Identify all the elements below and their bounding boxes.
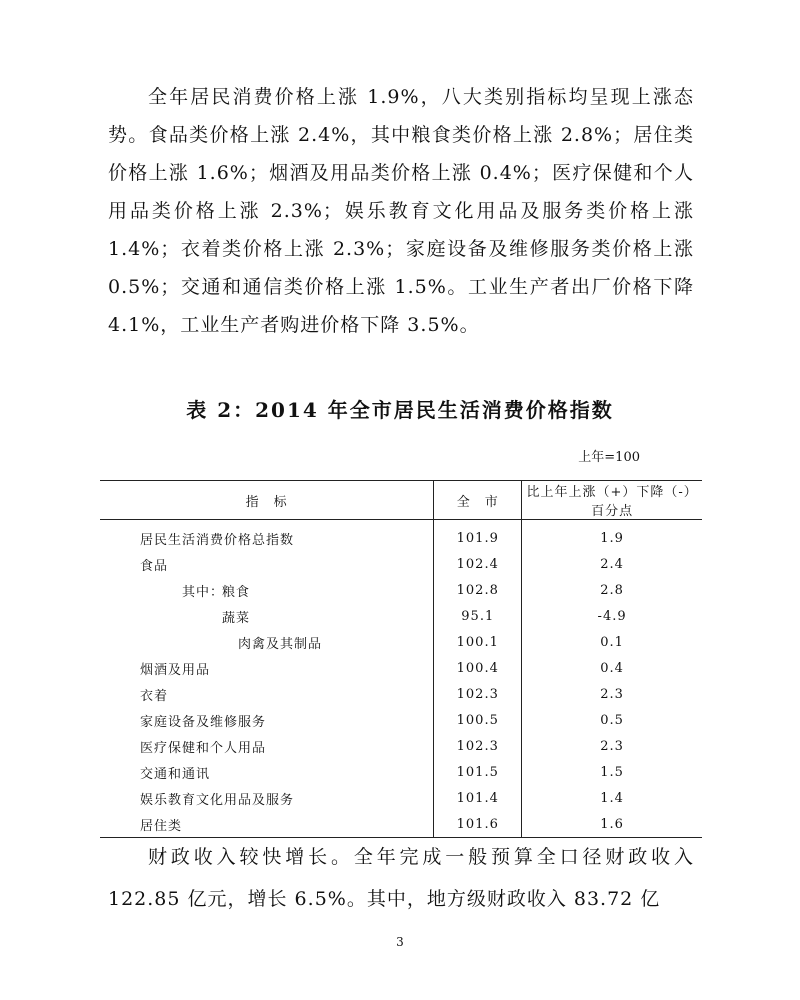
row-value: 102.3 xyxy=(434,733,522,759)
table-row xyxy=(100,681,702,707)
page-number: 3 xyxy=(396,935,404,949)
row-value: 101.4 xyxy=(434,785,522,811)
row-value: 100.1 xyxy=(434,629,522,655)
header-city: 全 市 xyxy=(434,481,522,520)
header-change: 比上年上涨（+）下降（-）百分点 xyxy=(522,481,702,520)
row-value: 100.4 xyxy=(434,655,522,681)
table-row xyxy=(100,811,702,838)
table-row xyxy=(100,520,702,552)
fiscal-paragraph: 财政收入较快增长。全年完成一般预算全口径财政收入 122.85 亿元，增长 6.5%。其中，地方级财政收入 83.72 亿 xyxy=(108,846,694,910)
row-label: 居民生活消费价格总指数 xyxy=(140,532,295,548)
table-row xyxy=(100,707,702,733)
cpi-table xyxy=(100,480,702,838)
row-change: 1.6 xyxy=(522,811,702,838)
row-value: 100.5 xyxy=(434,707,522,733)
row-change: 2.4 xyxy=(522,551,702,577)
table-row xyxy=(100,629,702,655)
row-label-cell xyxy=(100,577,434,603)
table-row xyxy=(100,551,702,577)
cpi-paragraph: 全年居民消费价格上涨 1.9%，八大类别指标均呈现上涨态势。食品类价格上涨 2.4%，其中粮食类价格上涨 2.8%；居住类价格上涨 1.6%；烟酒及用品类价格上涨 0.4%；医疗保健和个人用品类价格上涨 2.3%；娱乐教育文化用品及服务类价格上涨 1.4%；衣着类价格上涨 2.3%；家庭设备及维修服务类价格上涨 0.5%；交通和通信类价格上涨 1.5%。工业生产者出厂价格下降 4.1%，工业生产者购进价格下降 3.5%。 xyxy=(108,86,694,336)
row-change: 2.3 xyxy=(522,733,702,759)
row-label: 蔬菜 xyxy=(222,610,251,626)
row-change: 1.9 xyxy=(522,520,702,552)
table-row xyxy=(100,603,702,629)
row-change: 0.5 xyxy=(522,707,702,733)
table-row xyxy=(100,733,702,759)
table-unit-note: 上年=100 xyxy=(578,450,640,465)
row-label: 娱乐教育文化用品及服务 xyxy=(140,792,295,808)
row-change: 2.8 xyxy=(522,577,702,603)
table-row xyxy=(100,577,702,603)
row-change: 0.4 xyxy=(522,655,702,681)
row-label: 食品 xyxy=(140,558,169,574)
header-indicator: 指 标 xyxy=(245,494,288,510)
row-change: -4.9 xyxy=(522,603,702,629)
row-value: 101.6 xyxy=(434,811,522,838)
row-value: 102.8 xyxy=(434,577,522,603)
row-change: 0.1 xyxy=(522,629,702,655)
row-label: 衣着 xyxy=(140,688,169,704)
row-prefix: 其中： xyxy=(182,584,225,600)
row-change: 1.4 xyxy=(522,785,702,811)
row-label: 肉禽及其制品 xyxy=(238,636,323,652)
table-title: 表 2：2014 年全市居民生活消费价格指数 xyxy=(186,398,614,422)
table-row xyxy=(100,785,702,811)
row-label: 交通和通讯 xyxy=(140,766,211,782)
row-change: 2.3 xyxy=(522,681,702,707)
row-value: 101.5 xyxy=(434,759,522,785)
row-value: 102.3 xyxy=(434,681,522,707)
row-value: 102.4 xyxy=(434,551,522,577)
row-label: 居住类 xyxy=(140,818,183,834)
table-header-row xyxy=(100,481,702,520)
table-row xyxy=(100,759,702,785)
row-label: 医疗保健和个人用品 xyxy=(140,740,267,756)
row-label: 粮食 xyxy=(222,584,251,600)
table-row xyxy=(100,655,702,681)
row-label: 家庭设备及维修服务 xyxy=(140,714,267,730)
row-change: 1.5 xyxy=(522,759,702,785)
row-label: 烟酒及用品 xyxy=(140,662,211,678)
row-value: 101.9 xyxy=(434,520,522,552)
row-value: 95.1 xyxy=(434,603,522,629)
